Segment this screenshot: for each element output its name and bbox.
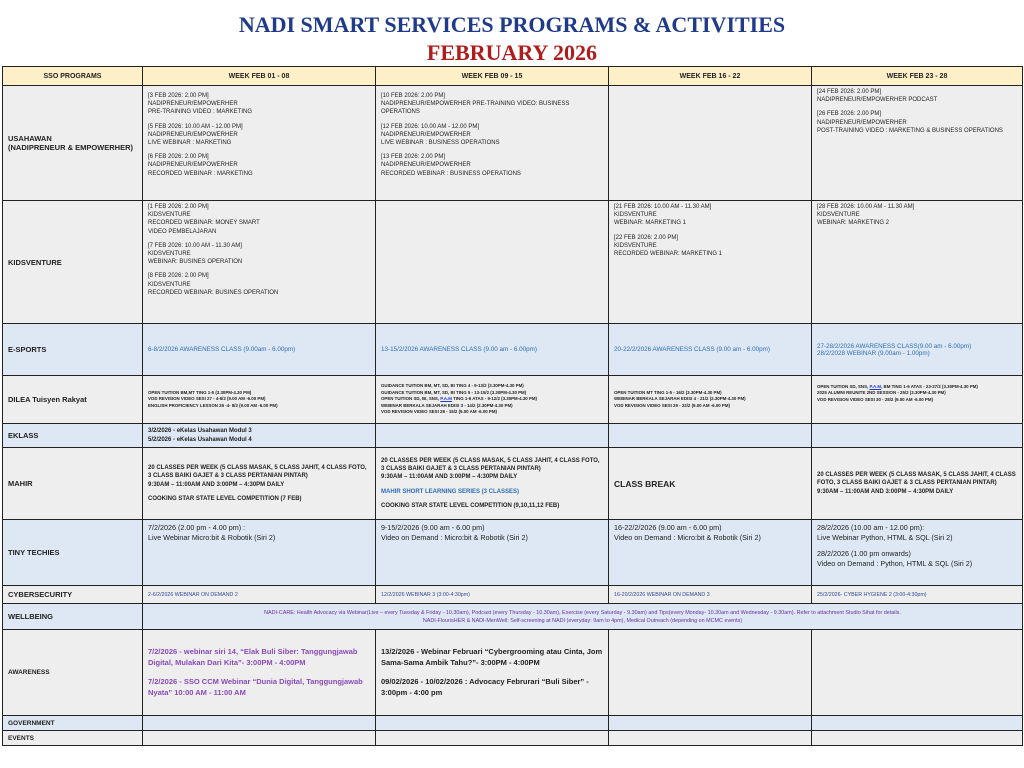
schedule-cell <box>143 630 376 716</box>
event-entry: [7 FEB 2026: 10.00 AM - 11.30 AM] KIDSVENTURE WEBINAR: BUSINES OPERATION <box>148 242 243 266</box>
event-entry: OPEN TUITION BM,MT TING 1-5 (3.30PM-4.30 PM) <box>148 389 252 395</box>
column-header: WEEK FEB 01 - 08 <box>143 67 376 86</box>
event-entry: [12 FEB 2026: 10.00 AM - 12.00 PM] NADIPRENEUR/EMPOWERHER LIVE WEBINAR : BUSINESS OPERATIONS <box>381 123 500 147</box>
schedule-cell-empty <box>609 424 812 448</box>
event-entry: OPEN TUITION SD, BI, SNS, P.A.M TING 1-6 ATAS - 9-12/2 (3.30PM-4.30 PM) <box>381 396 537 402</box>
event-entry: [26 FEB 2026: 2.00 PM] NADIPRENEUR/EMPOWERHER POST-TRAINING VIDEO : MARKETING & BUSINESS OPERATIONS <box>817 111 1003 134</box>
schedule-table <box>2 66 1023 746</box>
schedule-cell <box>376 520 609 586</box>
schedule-cell <box>143 448 376 520</box>
event-entry: 5/2/2026 - eKelas Usahawan Modul 4 <box>148 436 252 443</box>
schedule-cell <box>609 520 812 586</box>
schedule-cell <box>143 424 376 448</box>
program-name: DILEA Tuisyen Rakyat <box>3 376 143 424</box>
wellbeing-line: NADI-FlourisHER & NADI-MenWell: Self-screening at NADI (everyday: 9am to 4pm), Medical Outreach (depending on MCMC events) <box>422 617 743 624</box>
table-row-esports <box>3 324 1023 376</box>
event-entry: 28/2/2026 (10.00 am - 12.00 pm): Live Webinar Python, HTML & SQL (Siri 2) <box>817 523 953 542</box>
event-entry: 7/2/2026 - SSO CCM Webinar “Dunia Digital, Tanggungjawab Nyata” 10:00 AM - 11:00 AM <box>148 677 363 697</box>
schedule-cell: 2-6/2/2026 WEBINAR ON DEMAND 2 <box>143 586 376 604</box>
schedule-cell-empty <box>609 731 812 746</box>
program-name: E-SPORTS <box>3 324 143 376</box>
event-entry: [6 FEB 2026: 2.00 PM] NADIPRENEUR/EMPOWERHER RECORDED WEBINAR : MARKETING <box>148 154 253 177</box>
schedule-cell-empty <box>376 716 609 731</box>
event-entry: COOKING STAR STATE LEVEL COMPETITION (9,10,11,12 FEB) <box>381 502 560 509</box>
schedule-cell <box>376 86 609 201</box>
pam-link[interactable]: P.A.M <box>440 396 452 402</box>
page-subtitle: FEBRUARY 2026 <box>426 40 598 65</box>
event-entry: [10 FEB 2026: 2.00 PM] NADIPRENEUR/EMPOWERHER PRE-TRAINING VIDEO: BUSINESS OPERATIONS <box>381 93 570 116</box>
event-entry: 9-15/2/2026 (9.00 am - 6.00 pm) <box>381 523 485 532</box>
event-entry: [28 FEB 2026: 10.00 AM - 11.30 AM] KIDSVENTURE WEBINAR: MARKETING 2 <box>817 204 915 227</box>
event-entry: 13/2/2026 - Webinar Februari “Cybergrooming atau Cinta, Jom Sama-Sama Ambik Tahu?”- 3:00PM - 4:00PM <box>381 647 603 667</box>
schedule-cell-empty <box>143 731 376 746</box>
event-entry: 28/2/2026 (1.00 pm onwards) Video on Demand : Python, HTML & SQL (Siri 2) <box>817 549 973 568</box>
schedule-cell: 16-20/2/2026 WEBINAR ON DEMAND 3 <box>609 586 812 604</box>
schedule-cell <box>376 630 609 716</box>
program-name: WELLBEING <box>3 604 143 630</box>
program-name: KIDSVENTURE <box>3 201 143 324</box>
schedule-cell-empty <box>143 716 376 731</box>
schedule-cell <box>143 376 376 424</box>
event-entry: 16-22/2/2026 (9.00 am - 6.00 pm) <box>614 523 722 532</box>
program-name: GOVERNMENT <box>3 716 143 731</box>
event-entry: MAHIR SHORT LEARNING SERIES (3 CLASSES) <box>381 488 520 495</box>
table-row-usahawan <box>3 86 1023 201</box>
schedule-cell-empty <box>812 731 1023 746</box>
event-entry: [1 FEB 2026: 2.00 PM] KIDSVENTURE RECORDED WEBINAR: MONEY SMART VIDEO PEMBELAJARAN <box>148 204 260 235</box>
event-entry: VOD REVISION VIDEO SESI 29 - 22/2 (9.00 AM -6.00 PM) <box>614 402 730 408</box>
schedule-cell: 13-15/2/2026 AWARENESS CLASS (9.00 am - 6.00pm) <box>376 324 609 376</box>
event-entry: [21 FEB 2026: 10.00 AM - 11.30 AM] KIDSVENTURE WEBINAR: MARKETING 1 <box>614 204 712 227</box>
pam-link[interactable]: P.A.M <box>869 384 882 389</box>
event-entry: GUIDANCE TUITION BM, MT, SD, BI TING 4 - 9-13/2 (3.30PM-4.30 PM) <box>381 383 524 389</box>
event-entry: 7/2/2026 - webinar siri 14, “Elak Buli Siber: Tanggungjawab Digital, Mulakan Dari Kita”- 3:00PM - 4:00PM <box>148 647 358 667</box>
schedule-cell: 25/2/2026- CYBER HYGIENE 2 (3:00-4:30pm) <box>812 586 1023 604</box>
event-entry: [24 FEB 2026: 2.00 PM] NADIPRENEUR/EMPOWERHER PODCAST <box>817 89 938 104</box>
schedule-cell-empty <box>812 424 1023 448</box>
program-name: USAHAWAN <box>8 134 52 143</box>
table-row-tiny-techies <box>3 520 1023 586</box>
schedule-cell-empty <box>609 86 812 201</box>
schedule-cell-empty <box>376 424 609 448</box>
schedule-cell <box>812 201 1023 324</box>
event-entry: COOKING STAR STATE LEVEL COMPETITION (7 FEB) <box>148 495 302 502</box>
event-entry: 20 CLASSES PER WEEK (5 CLASS MASAK, 5 CLASS JAHIT, 4 CLASS FOTO, 3 CLASS BAIKI GAJET & 3 CLASS PERTANIAN PINTAR) <box>381 457 600 473</box>
schedule-cell <box>609 201 812 324</box>
schedule-cell-empty <box>376 201 609 324</box>
schedule-cell <box>143 201 376 324</box>
schedule-cell-empty <box>376 731 609 746</box>
program-name: AWARENESS <box>3 630 143 716</box>
event-entry: [8 FEB 2026: 2.00 PM] KIDSVENTURE RECORDED WEBINAR: BUSINES OPERATION <box>148 273 279 296</box>
column-header: WEEK FEB 09 - 15 <box>376 67 609 86</box>
program-name: EKLASS <box>3 424 143 448</box>
table-row-cybersecurity <box>3 586 1023 604</box>
event-entry: VOD REVISION VIDEO SESI 30 - 28/2 (9.00 AM -6.00 PM) <box>817 396 933 402</box>
event-entry: OPEN TUITION MT TING 1-5 - 16/2 (3.30PM-4.30 PM) <box>614 389 722 395</box>
event-entry: ENGLISH PROFICIENCY LESSON 26 -4- 8/2 (9.00 AM -6.00 PM) <box>148 402 278 408</box>
table-row-kidsventure <box>3 201 1023 324</box>
schedule-cell <box>812 86 1023 201</box>
schedule-cell-empty <box>609 630 812 716</box>
event-entry: OPEN TUITION SD, SNS, P.A.M, BM TING 1-6 ATAS - 23-27/2 (3.30PM-4.30 PM) <box>817 384 978 389</box>
event-entry: 20 CLASSES PER WEEK (5 CLASS MASAK, 5 CLASS JAHIT, 4 CLASS FOTO, 3 CLASS BAIKI GAJET & 3 CLASS PERTANIAN PINTAR) <box>148 465 367 480</box>
schedule-cell-empty <box>609 716 812 731</box>
wellbeing-cell <box>143 604 1023 630</box>
event-entry: [13 FEB 2026: 2.00 PM] NADIPRENEUR/EMPOWERHER RECORDED WEBINAR : BUSINESS OPERATIONS <box>381 154 521 177</box>
table-row-wellbeing <box>3 604 1023 630</box>
program-subname: (NADIPRENEUR & EMPOWERHER) <box>8 143 134 152</box>
page-title: NADI SMART SERVICES PROGRAMS & ACTIVITIES <box>238 12 786 37</box>
event-entry: [3 FEB 2026: 2.00 PM] NADIPRENEUR/EMPOWERHER PRE-TRAINING VIDEO : MARKETING <box>148 93 253 116</box>
program-name: EVENTS <box>3 731 143 746</box>
schedule-cell-empty <box>812 630 1023 716</box>
schedule-cell <box>812 520 1023 586</box>
event-entry: 3/2/2026 - eKelas Usahawan Modul 3 <box>148 428 252 435</box>
wellbeing-line: NADI-CARE: Health Advocacy via Webinar(Live – every Tuesday & Friday - 10.30am), Podcast (every Thursday - 10.30am), Exercise (every Saturday - 9.30am) and Tips(every Monday- 10.30am and Wednesday - 9.30am). Refer to attachment Studio Sihat for details. <box>264 609 901 616</box>
program-name: TINY TECHIES <box>3 520 143 586</box>
schedule-cell <box>143 86 376 201</box>
event-entry: 7/2/2026 (2.00 pm - 4.00 pm) : <box>148 523 246 532</box>
table-row-mahir <box>3 448 1023 520</box>
event-entry: Video on Demand : Micro:bit & Robotik (Siri 2) <box>381 532 528 542</box>
event-entry: [5 FEB 2026: 10.00 AM - 12.00 PM] NADIPRENEUR/EMPOWERHER LIVE WEBINAR : MARKETING <box>148 123 243 147</box>
program-cell <box>3 86 143 201</box>
schedule-cell <box>812 448 1023 520</box>
schedule-cell: 6-8/2/2026 AWARENESS CLASS (9.00am - 6.00pm) <box>143 324 376 376</box>
column-header: WEEK FEB 23 - 28 <box>812 67 1023 86</box>
event-entry: 9:30AM – 11:00AM AND 3:00PM – 4:30PM DAILY <box>381 474 518 481</box>
column-header: SSO PROGRAMS <box>3 67 143 86</box>
event-entry: 9:30AM – 11:00AM AND 3:00PM – 4:30PM DAILY <box>817 488 954 495</box>
program-name: MAHIR <box>3 448 143 520</box>
column-header: WEEK FEB 16 - 22 <box>609 67 812 86</box>
event-entry: 28/2/2028 WEBINAR (9.00am - 1.00pm) <box>817 349 930 357</box>
table-row-eklass <box>3 424 1023 448</box>
event-entry: Video on Demand : Micro:bit & Robotik (Siri 2) <box>614 532 761 542</box>
event-entry: VOD REVISION VIDEO SESI 28 - 15/2 (9.00 AM -6.00 PM) <box>381 409 497 415</box>
event-entry: 2025 ALUMNI REUNITE 2ND SESSION - 25/2 (3.30PM-4.30 PM) <box>817 390 946 396</box>
table-row-events <box>3 731 1023 746</box>
event-entry: [22 FEB 2026: 2.00 PM] KIDSVENTURE RECORDED WEBINAR: MARKETING 1 <box>614 234 723 258</box>
event-entry: 09/02/2026 - 10/02/2026 : Advocacy Februrari “Buli Siber” - 3:00pm - 4:00 pm <box>381 677 589 697</box>
program-name: CYBERSECURITY <box>3 586 143 604</box>
event-entry: VOD REVISION VIDEO SESI 27 - 4-6/2 (9.00 AM -6.00 PM) <box>148 396 266 402</box>
schedule-cell <box>812 376 1023 424</box>
table-row-awareness <box>3 630 1023 716</box>
event-entry: Live Webinar Micro:bit & Robotik (Siri 2) <box>148 532 276 542</box>
event-entry: 9:30AM – 11:00AM AND 3:00PM – 4:30PM DAILY <box>148 481 285 488</box>
schedule-cell <box>609 376 812 424</box>
schedule-cell <box>143 520 376 586</box>
event-entry: WEBINAR BERKALA SEJARAH EDISI 3 - 14/2 (2.30PM-4.30 PM) <box>381 402 513 408</box>
schedule-cell: 12/2/2026 WEBINAR 3 (3:00-4:30pm) <box>376 586 609 604</box>
event-entry: WEBINAR BERKALA SEJARAH EDISI 4 - 21/2 (2.30PM-4.30 PM) <box>614 396 746 402</box>
schedule-cell <box>812 324 1023 376</box>
event-entry: 27-28/2/2026 AWARENESS CLASS(9.00 am - 6.00pm) <box>817 342 972 350</box>
table-row-dilea <box>3 376 1023 424</box>
table-header-row <box>3 67 1023 86</box>
schedule-cell-empty <box>812 716 1023 731</box>
event-entry: GUIDANCE TUITION BM, MT, SD, BI TING 5 - 13-15/2 (3.30PM-4.30 PM) <box>381 389 527 395</box>
table-row-government <box>3 716 1023 731</box>
schedule-cell <box>376 376 609 424</box>
schedule-cell <box>376 448 609 520</box>
event-entry: 20 CLASSES PER WEEK (5 CLASS MASAK, 5 CLASS JAHIT, 4 CLASS FOTO, 3 CLASS BAIKI GAJET & 3 CLASS PERTANIAN PINTAR) <box>817 472 1016 487</box>
schedule-cell: 20-22/2/2026 AWARENESS CLASS (9.00 am - 6.00pm) <box>609 324 812 376</box>
class-break-cell: CLASS BREAK <box>609 448 812 520</box>
